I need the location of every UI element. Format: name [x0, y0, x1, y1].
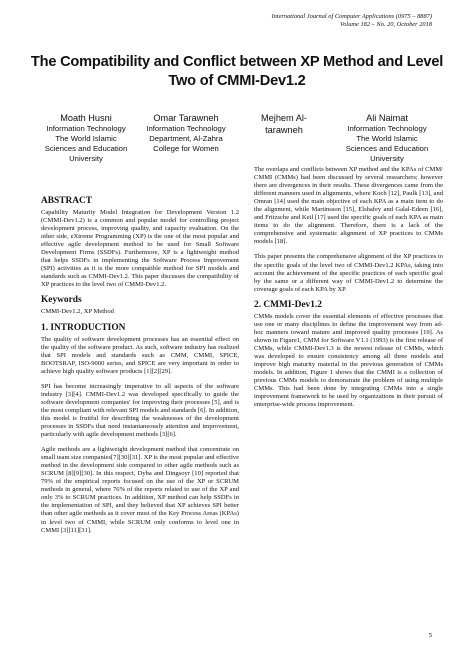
- author-affiliation: Department, Al-Zahra: [149, 134, 223, 143]
- author-affiliation: Information Technology: [146, 124, 226, 133]
- journal-name: International Journal of Computer Applications (0975 – 8887): [271, 13, 432, 20]
- page-number: 5: [428, 632, 432, 639]
- author-affiliation: Sciences and Education: [345, 144, 429, 153]
- title-line-2: Two of CMMI-Dev1.2: [168, 73, 306, 89]
- title-line-1: The Compatibility and Conflict between XP Method and Level: [30, 54, 444, 70]
- intro-paragraph: The quality of software development processes has an essential effect on the quality of the software product. As such, software industry has realized that SPI models and standards such as CMM, CMMI, SPICE, BOOTSRAP, ISO-9000 series, and SPICE are very important in order to achieve high quality software products [1][2][29].: [41, 335, 239, 375]
- introduction-heading: 1. INTRODUCTION: [41, 322, 126, 333]
- abstract-text: Capability Maturity Model Integration for Development Version 1.2 (CMMI-Dev1.2) is a common and popular model for controlling project development process, improving quality, and capacity evaluation. On the other side, eXtreme Programming (XP) is the one of the most popular and effective agile development method to be used for Small Software Development Firms (SSDFs). Furthermore, XP is a lightweight method that helps SSDFs in implementing the Software Process Improvement (SPI) activities as it is the more compatible method for SPI models and standards such as CMMI-Dev1.2. This paper discusses the compatibility of XP practices to the level two of CMMI-Dev1.2.: [41, 209, 239, 289]
- journal-header: [132, 13, 432, 29]
- intro-paragraph: SPI has become increasingly imperative to all aspects of the software industry [3][4]. CMMI-Dev1.2 was developed specifically to guide the software development companies' for improving their processes [5], and is the most compliant with relevant SPI models and standards [6]. In addition, this model is fruitful for describing the weaknesses of the development processes in SSDFs that need instantaneously attention and improvement, particularly with agile development methods [3][6].: [41, 382, 240, 439]
- author-affiliation: Sciences and Education: [44, 144, 128, 153]
- journal-volume: Volume 182 – No. 20, October 2018: [340, 21, 432, 28]
- author-name: Mejhem Al-: [261, 113, 307, 123]
- author-affiliation: College for Women: [153, 144, 219, 153]
- author-name-continued: tarawneh: [265, 125, 303, 135]
- author-affiliation: University: [370, 154, 404, 163]
- author-block: [134, 112, 238, 154]
- intro-paragraph: Agile methods are a lightweight development method that concentrate on small team size companies[7][30][31]. XP is the most popular and effective method in the development side compared to other agile methods such as SCRUM [8][9][30]. In this respect, Dyba and Dingsoyr [10] reported that 79% of the empirical reports focused on the use of the XP or SCRUM methods in general, where 76% of the reports related to use of the XP and only 3% to SCRUM practices. In addition, XP method can help SSDFs in the implementation of SPI, and they believed that XP achieves SPI better than other agile methods as it cover most of the Key Process Areas (KPAs) in level two of CMMI, while SCRUM only conforms to level one in CMMI [3][11][31].: [41, 446, 239, 534]
- left-column: [41, 196, 239, 535]
- paper-title: [30, 53, 444, 91]
- body-paragraph: This paper presents the comprehensive alignment of the XP practices to the specific goals of the level two of CMMI-Dev1.2 KPAs, taking into account the achievement of the specific practices of each specific goal by the same or a different way of CMMI-Dev1.2 to determine the coverage goals of each KPA by XP: [254, 253, 443, 293]
- author-block: [335, 112, 439, 164]
- body-paragraph: CMMs models cover the essential elements of effective processes that use one or many disciplines to define the improvement way from ad-hoc manners toward mature and improved quality processes [19]. As shown in Figure1, CMM for Software V1.1 (1993) is the first release of CMMs, while CMMI-Dev1.3 is the newest release of CMMs, which was developed to ensure consistency among all three models and improve high maturity material in the previous generation of CMMs models. In addition, Figure 1 shows that the CMMI is a collection of previous CMMs models to demonstrate the problem of using multiple CMMs. This had been done by integrating CMMs into a single improvement framework to be used by organizations in their pursuit of enterprise-wide process improvement.: [254, 312, 443, 409]
- author-affiliation: The World Islamic: [55, 134, 117, 143]
- author-affiliation: Information Technology: [46, 124, 126, 133]
- right-column: [254, 166, 443, 409]
- body-paragraph: The overlaps and conflicts between XP method and the KPAs of CMM/ CMMI (CMMs) had been discussed by several researchers; however there are divergences in their results. These divergences came from the different manners used in alignments, where Koch [12], Paulk [13], and Omran [14] used the main objective of each KPA as a main item to do the alignment, while Martinsson [15], Elshafey and Galal-Edeen [16], and Fritzsche and Keil [17] used the specific goals of each KPA as main items to do the alignment. Therefore, there is a lack of the comprehensive and systematic alignment of XP practices to CMMs models [18].: [254, 166, 443, 246]
- section-heading: 2. CMMI-Dev1.2: [254, 299, 322, 310]
- author-affiliation: Information Technology: [347, 124, 427, 133]
- author-name: Ali Naimat: [366, 113, 408, 123]
- author-affiliation: University: [69, 154, 103, 163]
- keywords-heading: Keywords: [41, 295, 82, 306]
- abstract-heading: ABSTRACT: [41, 196, 93, 206]
- author-block: [238, 112, 330, 136]
- author-block: [34, 112, 138, 164]
- author-name: Omar Tarawneh: [153, 113, 219, 123]
- keywords-text: CMMI-Dev1.2, XP Method: [41, 308, 114, 316]
- author-affiliation: The World Islamic: [356, 134, 418, 143]
- author-name: Moath Husni: [60, 113, 112, 123]
